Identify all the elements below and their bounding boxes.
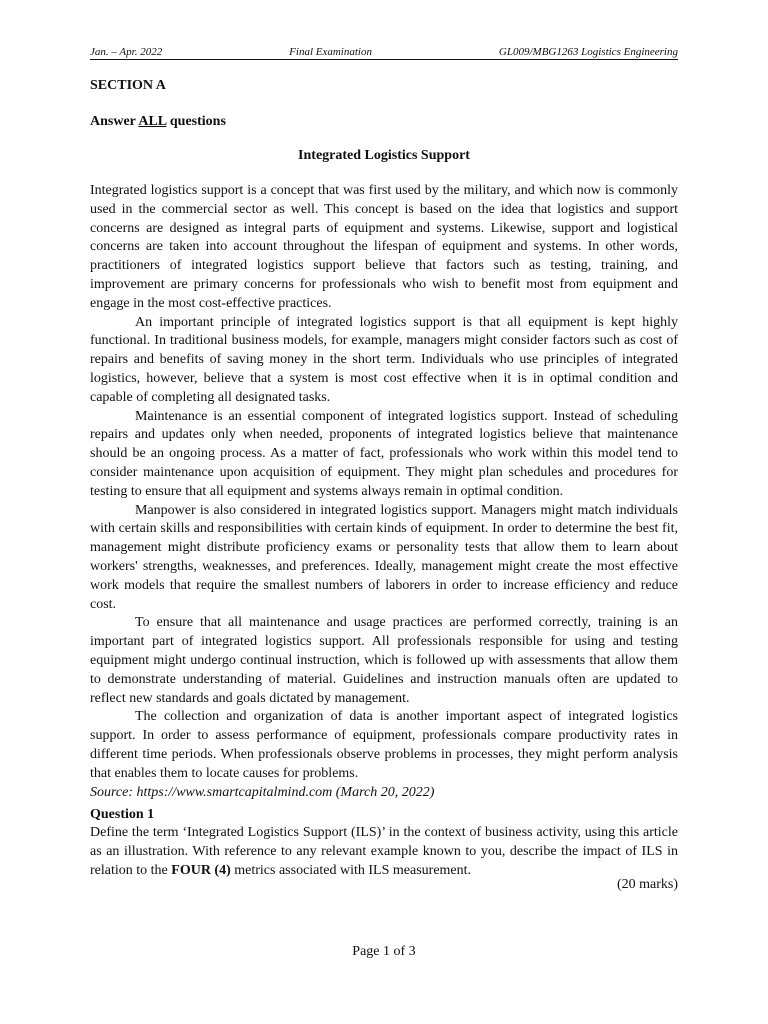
header-term: Jan. – Apr. 2022 (90, 46, 163, 58)
header-course: GL009/MBG1263 Logistics Engineering (498, 46, 678, 58)
question-text-bold: FOUR (4) (171, 862, 231, 878)
article-paragraph: The collection and organization of data is another important aspect of integrated logistics support. In order to assess performance of equipment, professionals compare productivity rates in different time periods. When professionals observe problems in processes, they might perform analysis that enables them to locate causes for problems. (90, 709, 678, 781)
article-paragraph: Maintenance is an essential component of integrated logistics support. Instead of scheduling repairs and updates only when needed, proponents of integrated logistics believe that maintenance should be an ongoing process. As a matter of fact, professionals who work within this model tend to consider maintenance upon acquisition of equipment. They might plan schedules and procedures for testing to ensure that all equipment and systems always remain in optimal condition. (90, 408, 678, 499)
article-title: Integrated Logistics Support (298, 148, 470, 163)
header-exam-type: Final Examination (289, 46, 372, 58)
question-text-pre: Define the term ‘Integrated Logistics Support (ILS)’ in the context of business activity, using this article as an illustration. With reference to any relevant example known to you, describe the impact of ILS in relation to the (90, 825, 678, 878)
instruction-post: questions (166, 114, 226, 129)
instruction-emphasis: ALL (138, 114, 167, 129)
instruction-line (90, 114, 226, 130)
article-source: Source: https://www.smartcapitalmind.com (March 20, 2022) (90, 784, 435, 800)
article-paragraph: To ensure that all maintenance and usage practices are performed correctly, training is an important part of integrated logistics support. All professionals responsible for using and testing equipment might undergo continual instruction, which is followed up with assessments that allow them to demonstrate understanding of material. Guidelines and instruction manuals often are updated to reflect new standards and goals dictated by management. (90, 615, 678, 706)
page-number: Page 1 of 3 (352, 944, 416, 959)
article-body (90, 182, 678, 802)
article-paragraph: Manpower is also considered in integrated logistics support. Managers might match individuals with certain skills and responsibilities with certain kinds of equipment. In order to determine the best fit, management might distribute proficiency exams or personality tests that allow them to learn about workers' strengths, weaknesses, and preferences. Ideally, management might create the most effective work models that require the smallest numbers of laborers in order to increase efficiency and reduce cost. (90, 502, 678, 612)
exam-page (90, 0, 678, 1024)
question-marks: (20 marks) (616, 877, 678, 892)
question-text-post: metrics associated with ILS measurement. (230, 862, 472, 878)
page-header (90, 46, 678, 60)
article-paragraph: Integrated logistics support is a concept that was first used by the military, and which now is commonly used in the commercial sector as well. This concept is based on the idea that logistics and support concerns are designed as integral parts of equipment and systems. Likewise, support and logistical concerns are taken into account throughout the lifespan of equipment and systems. In other words, practitioners of integrated logistics support believe that factors such as testing, training, and improvement are primary concerns for professionals who wish to benefit most from equipment and engage in the most cost-effective practices. (90, 183, 678, 311)
question-text (90, 824, 678, 880)
instruction-pre: Answer (90, 114, 139, 129)
section-heading: SECTION A (90, 78, 166, 93)
question-title: Question 1 (90, 807, 155, 822)
article-paragraph: An important principle of integrated logistics support is that all equipment is kept highly functional. In traditional business models, for example, managers might consider factors such as cost of repairs and benefits of saving money in the short term. Individuals who use principles of integrated logistics, however, believe that a system is most cost effective when it is in optimal condition and capable of completing all designated tasks. (90, 314, 678, 405)
